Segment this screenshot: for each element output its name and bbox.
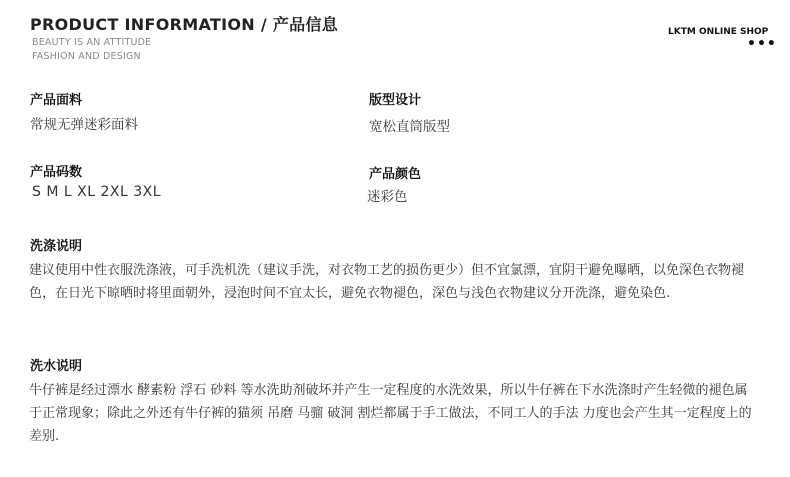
- color-label: 产品颜色: [369, 167, 422, 182]
- size-label: 产品码数: [30, 165, 83, 180]
- color-value: 迷彩色: [367, 189, 408, 205]
- tagline-attitude: BEAUTY IS AN ATTITUDE: [32, 37, 152, 48]
- fit-label: 版型设计: [369, 93, 422, 108]
- shop-name: LKTM ONLINE SHOP: [668, 27, 769, 37]
- water-wash-label: 洗水说明: [30, 359, 83, 374]
- fabric-value: 常规无弹迷彩面料: [30, 117, 138, 133]
- page-title: PRODUCT INFORMATION / 产品信息: [30, 15, 339, 34]
- water-wash-instructions: 牛仔裤是经过漂水 酵素粉 浮石 砂料 等水洗助剂破坏并产生一定程度的水洗效果，所以牛仔裤在下水洗涤时产生轻微的褪色属于正常现象；除此之外还有牛仔裤的猫须 吊磨 马骝 破洞 割烂都属于手工做法，不同工人的手法 力度也会产生其一定程度上的差别.: [29, 383, 752, 444]
- more-dots-icon: •••: [747, 36, 777, 52]
- fit-value: 宽松直筒版型: [369, 119, 450, 135]
- fabric-label: 产品面料: [30, 93, 83, 108]
- wash-label: 洗涤说明: [30, 239, 83, 254]
- tagline-design: FASHION AND DESIGN: [32, 51, 141, 62]
- size-value: S M L XL 2XL 3XL: [32, 184, 162, 200]
- wash-instructions: 建议使用中性衣服洗涤液，可手洗机洗（建议手洗，对衣物工艺的损伤更少）但不宜氯漂，宜阴干避免曝晒，以免深色衣物褪色，在日光下晾晒时将里面朝外，浸泡时间不宜太长，避免衣物褪色，深色与浅色衣物建议分开洗涤，避免染色.: [29, 263, 745, 301]
